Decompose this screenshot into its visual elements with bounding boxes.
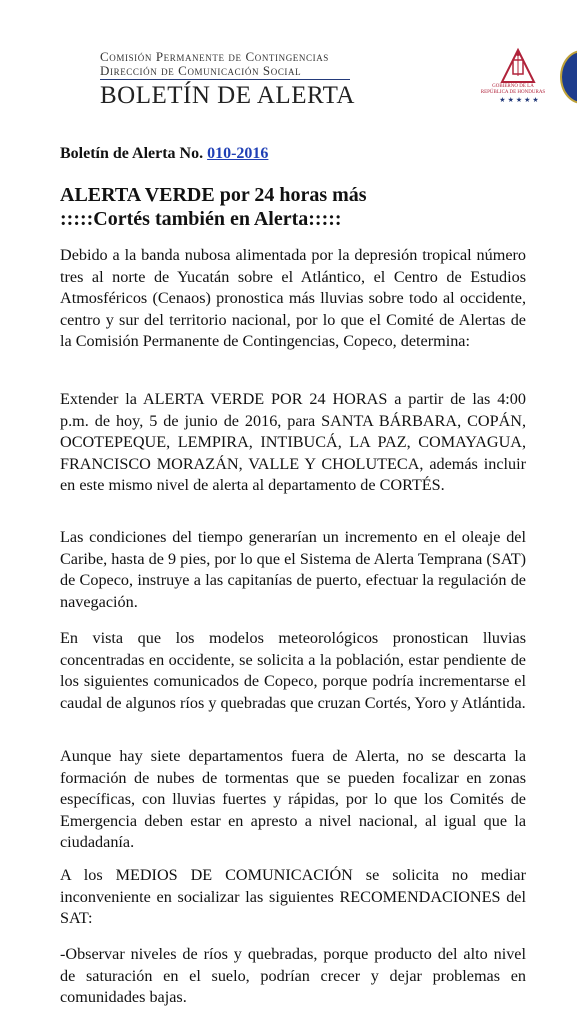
- paragraph-extension: Extender la ALERTA VERDE POR 24 HORAS a partir de las 4:00 p.m. de hoy, 5 de junio de 2016, para SANTA BÁRBARA, COPÁN, OCOTEPEQUE, LEMPIRA, INTIBUCÁ, LA PAZ, COMAYAGUA, FRANCISCO MORAZÁN, VALLE Y CHOLUTECA, además incluir en este mismo nivel de alerta al departamento de CORTÉS.: [60, 390, 526, 494]
- bulletin-title: BOLETÍN DE ALERTA: [100, 82, 355, 109]
- headline-main: ALERTA VERDE por 24 horas más: [60, 184, 367, 206]
- paragraph-rain-models: En vista que los modelos meteorológicos pronostican lluvias concentradas en occidente, se solicita a la población, estar pendiente de los siguientes comunicados de Copeco, porque podría incrementarse el caudal de algunos ríos y quebradas que cruzan Cortés, Yoro y Atlántida.: [60, 629, 526, 712]
- org-name-line2: Dirección de Comunicación Social: [100, 63, 302, 78]
- headline-sub: :::::Cortés también en Alerta:::::: [60, 208, 342, 230]
- org-name-line1: Comisión Permanente de Contingencias: [100, 49, 329, 64]
- headline: [60, 183, 367, 231]
- copeco-emblem-icon: [560, 50, 577, 104]
- bulletin-number-line: [60, 145, 268, 163]
- paragraph-storms: Aunque hay siete departamentos fuera de Alerta, no se descarta la formación de nubes de tormentas que se pueden focalizar en zonas específicas, con lluvias fuertes y rápidas, por lo que los Comités de Emergencia deben estar en apresto a nivel nacional, al igual que la ciudadanía.: [60, 747, 526, 851]
- seal-stars: ★★★★★: [499, 96, 541, 104]
- paragraph-intro: Debido a la banda nubosa alimentada por la depresión tropical número tres al norte de Yucatán sobre el Atlántico, el Centro de Estudios Atmosféricos (Cenaos) pronostica más lluvias sobre todo al occidente, centro y sur del territorio nacional, por lo que el Comité de Alertas de la Comisión Permanente de Contingencias, Copeco, determina:: [60, 246, 526, 350]
- paragraph-recommendation: -Observar niveles de ríos y quebradas, porque producto del alto nivel de saturación en el suelo, podrían crecer y dejar problemas en comunidades bajas.: [60, 945, 526, 1006]
- bulletin-number: 010-2016: [207, 145, 269, 162]
- paragraph-media: A los MEDIOS DE COMUNICACIÓN se solicita no mediar inconveniente en socializar las siguientes RECOMENDACIONES del SAT:: [60, 866, 526, 927]
- header-divider: [100, 79, 350, 80]
- bulletin-number-label: Boletín de Alerta No.: [60, 145, 204, 162]
- letterhead: [0, 0, 577, 130]
- seal-caption: GOBIERNO DE LA REPÚBLICA DE HONDURAS: [480, 84, 546, 95]
- paragraph-sea-conditions: Las condiciones del tiempo generarían un incremento en el oleaje del Caribe, hasta de 9 pies, por lo que el Sistema de Alerta Temprana (SAT) de Copeco, instruye a las capitanías de puerto, efectuar la regulación de navegación.: [60, 528, 526, 611]
